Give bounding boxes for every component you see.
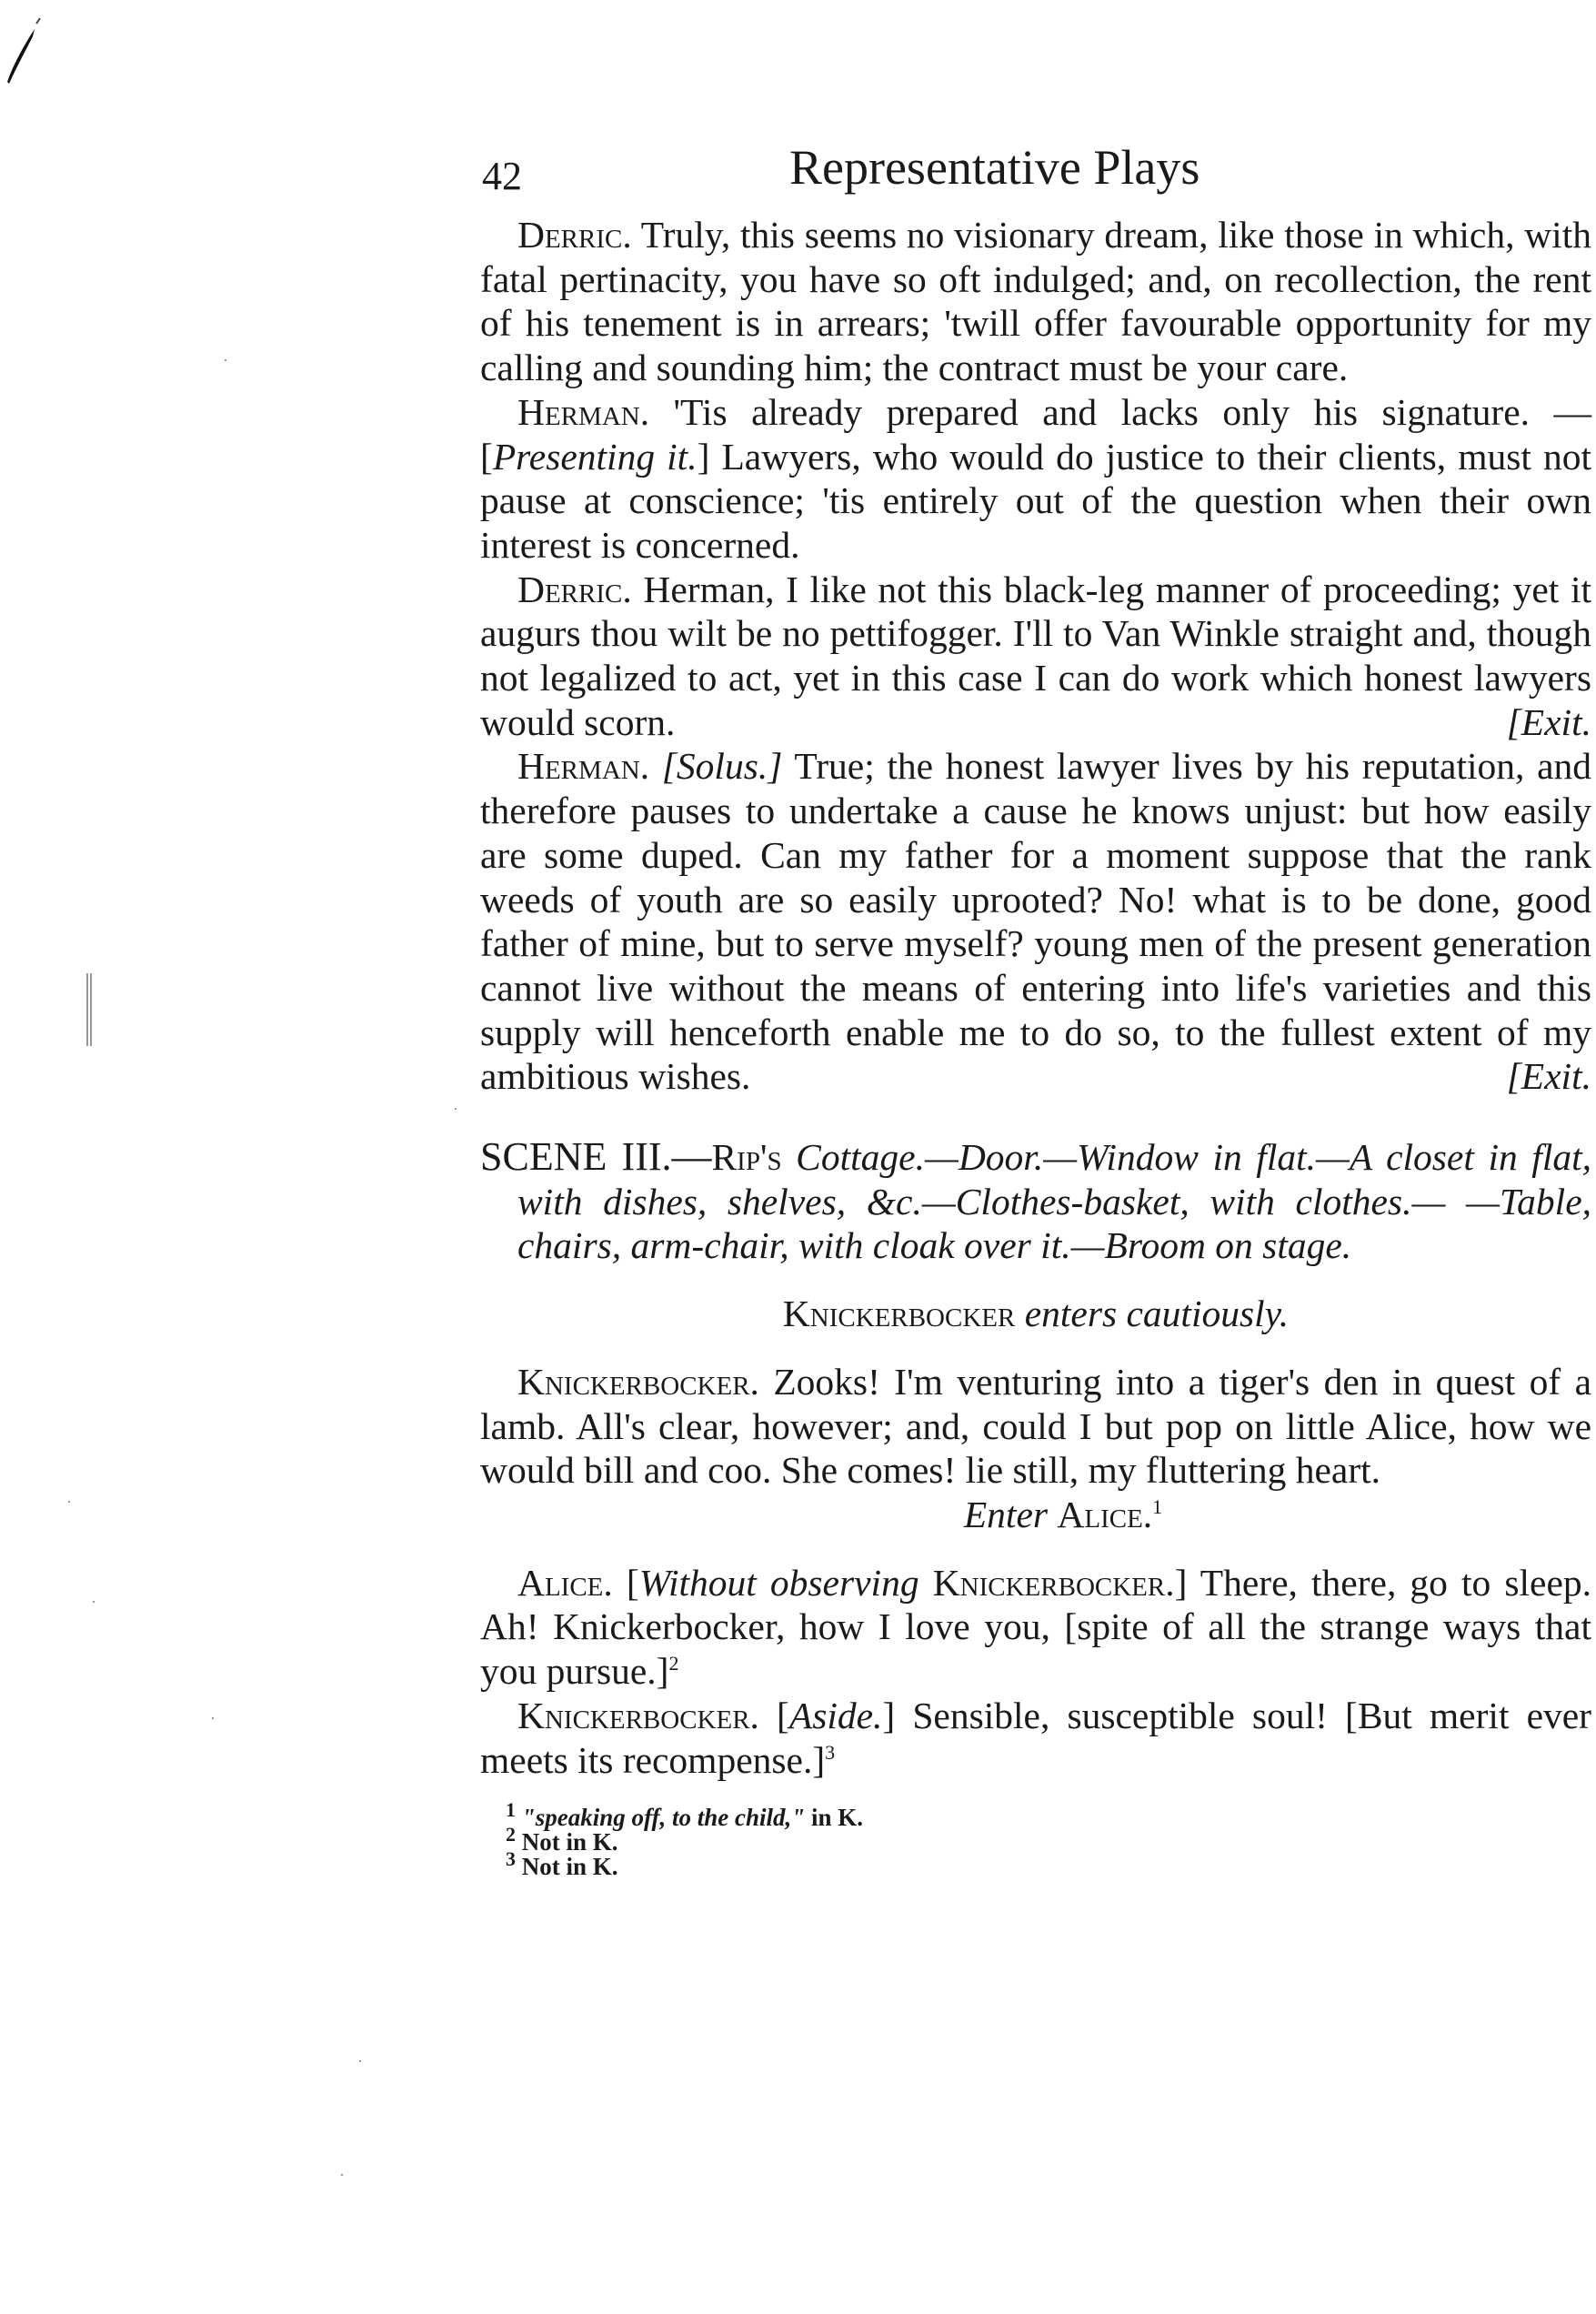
speech-derric-2 — [480, 568, 1591, 745]
scene-heading — [480, 1135, 1591, 1268]
speech-text: Herman, I like not this black-leg manner of proceeding; yet it augurs thou wilt be no pettifogger. I'll to Van Winkle straight and, though not legalized to act, yet in this case I can do work which honest lawyers would scorn. — [480, 568, 1592, 743]
speaker-name: Knickerbocker. — [517, 1694, 759, 1736]
scene-owner: Rip's — [711, 1136, 782, 1179]
pen-mark — [0, 16, 55, 89]
exit-direction: [Exit. — [1506, 700, 1591, 743]
stage-direction: Aside. — [788, 1694, 883, 1736]
speech-knickerbocker-2 — [480, 1694, 1591, 1782]
speech-alice-1 — [480, 1561, 1591, 1694]
footnote — [506, 1847, 1591, 1881]
footnotes — [506, 1798, 1591, 1881]
footnote-italic: "speaking off, to the child," — [521, 1804, 806, 1832]
footnote-mark: 3 — [506, 1847, 516, 1871]
running-title: Representative Plays — [789, 140, 1200, 195]
scan-line — [86, 973, 88, 1046]
footnote-ref: 1 — [1152, 1495, 1163, 1519]
speaker-name: Alice. — [517, 1561, 613, 1604]
speech-text: Truly, this seems no visionary dream, like those in which, with fatal pertinacity, you have so oft indulged; and, on recollection, the rent of his tenement is in arrears; 'twill offer favourable opportunity for my calling and sounding him; the contract must be your care. — [480, 214, 1591, 389]
speech-herman-2 — [480, 744, 1591, 1099]
scan-speck — [359, 2060, 361, 2062]
footnote — [506, 1823, 1591, 1856]
footnote-mark: 1 — [506, 1798, 516, 1822]
speech-knickerbocker-1 — [480, 1360, 1591, 1493]
speaker-name: Derric. — [517, 214, 632, 256]
stage-direction: Enter — [963, 1493, 1049, 1535]
bracket: [ — [626, 1561, 639, 1604]
speech-text: Zooks! I'm venturing into a tiger's den in quest of a lamb. All's clear, however; and, could I but pop on little Alice, how we would bill and coo. She comes! lie still, my fluttering heart. — [480, 1360, 1591, 1492]
scan-speck — [93, 1601, 95, 1603]
book-page — [480, 136, 1591, 1879]
stage-direction: Presenting it. — [492, 435, 698, 478]
scan-speck — [68, 1501, 70, 1503]
page-header — [480, 136, 1591, 213]
scan-speck — [341, 2174, 343, 2176]
footnote-ref: 3 — [825, 1740, 836, 1764]
character-name: Alice. — [1057, 1493, 1153, 1535]
stage-direction: enters cautiously. — [1024, 1293, 1290, 1335]
entrance-knickerbocker — [480, 1292, 1591, 1336]
character-name: Knickerbocker — [782, 1293, 1016, 1335]
speaker-name: Herman. — [517, 745, 650, 788]
scan-speck — [225, 359, 226, 361]
footnote-mark: 2 — [506, 1823, 516, 1846]
footnote-text: in K. — [805, 1804, 864, 1832]
footnote-text: Not in K. — [521, 1853, 618, 1881]
stage-direction: [Solus.] — [661, 745, 783, 788]
bracket: ] — [882, 1694, 896, 1736]
speech-derric-1 — [480, 213, 1591, 390]
speaker-name: Herman. — [517, 390, 650, 433]
footnote-ref: 2 — [668, 1652, 679, 1675]
speech-herman-1 — [480, 390, 1591, 568]
stage-direction: Without observing — [638, 1561, 919, 1604]
footnote — [506, 1798, 1591, 1832]
bracket: .] — [1165, 1561, 1188, 1604]
footnote-text: Not in K. — [521, 1828, 618, 1856]
speaker-name: Derric. — [517, 568, 632, 610]
exit-direction: [Exit. — [1506, 1055, 1591, 1098]
bracket: [ — [777, 1694, 789, 1736]
speech-text: Sensible, susceptible soul! [But merit ever meets its recompense.] — [480, 1694, 1591, 1781]
speech-text: 'Tis already prepared and lacks only his signature. —[ — [480, 390, 1591, 478]
speech-text: ] Lawyers, who would do justice to their clients, must not pause at conscience; 'tis entirely out of the question when their own interest is concerned. — [480, 435, 1591, 566]
character-name: Knickerbocker — [932, 1561, 1166, 1604]
scan-speck — [212, 1717, 214, 1719]
scene-number: SCENE III.— — [480, 1134, 712, 1180]
speech-text: There, there, go to sleep. Ah! Knickerbocker, how I love you, [spite of all the strange ways that you pursue.] — [480, 1561, 1592, 1693]
scan-speck — [455, 1108, 457, 1110]
entrance-alice — [480, 1493, 1591, 1537]
speaker-name: Knickerbocker. — [517, 1360, 759, 1403]
page-number: 42 — [482, 154, 522, 198]
scan-line — [90, 973, 92, 1046]
scene-description: Cottage.—Door.—Window in flat.—A closet in flat, with dishes, shelves, &c.—Clothes-basket, with clothes.— —Table, chairs, arm-chair, with cloak over it.—Broom on stage. — [517, 1136, 1592, 1267]
speech-text: True; the honest lawyer lives by his reputation, and therefore pauses to undertake a cause he knows unjust: but how easily are some duped. Can my father for a moment suppose that the rank weeds of youth are so easily uprooted? No! what is to be done, good father of mine, but to serve myself? young men of the present generation cannot live without the means of entering into life's varieties and this supply will henceforth enable me to do so, to the fullest extent of my ambitious wishes. — [480, 745, 1591, 1098]
